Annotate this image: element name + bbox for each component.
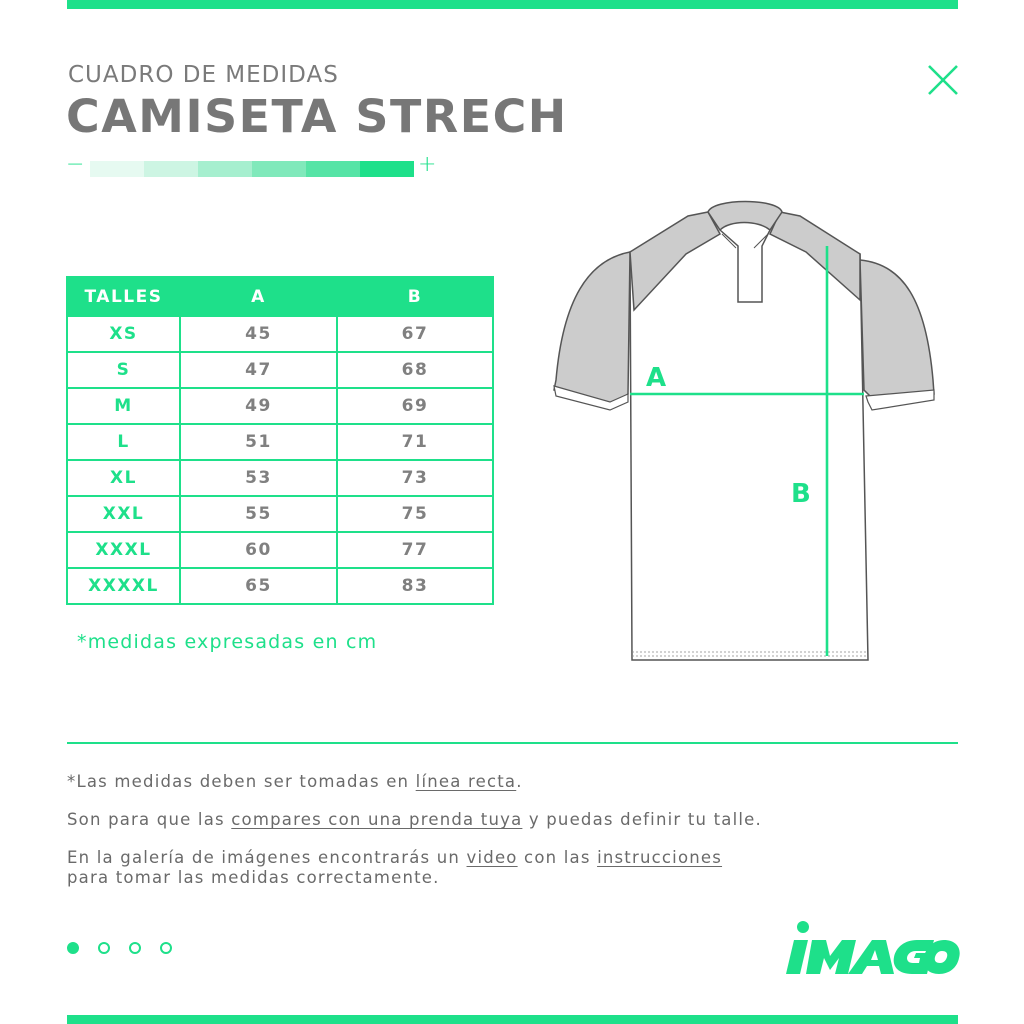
measure-label-a: A <box>646 363 667 393</box>
cell-a: 55 <box>180 496 337 532</box>
header-talles: TALLES <box>67 277 180 316</box>
pager-dot[interactable] <box>98 942 110 954</box>
cell-size: L <box>67 424 180 460</box>
scale-segment <box>306 161 360 177</box>
table-row <box>67 460 493 496</box>
info-line-1: *Las medidas deben ser tomadas en línea recta. <box>67 772 523 791</box>
link-instrucciones[interactable]: instrucciones <box>597 848 723 867</box>
link-linea-recta[interactable]: línea recta <box>415 772 517 791</box>
cell-a: 45 <box>180 316 337 352</box>
scale-segment <box>144 161 198 177</box>
cell-size: XXXL <box>67 532 180 568</box>
cell-b: 68 <box>337 352 493 388</box>
header-b: B <box>337 277 493 316</box>
table-row <box>67 352 493 388</box>
table-row <box>67 424 493 460</box>
scale-segment <box>90 161 144 177</box>
link-compares[interactable]: compares con una prenda tuya <box>231 810 523 829</box>
measure-label-b: B <box>791 479 811 509</box>
table-row <box>67 568 493 604</box>
cell-a: 53 <box>180 460 337 496</box>
pager-dot[interactable] <box>160 942 172 954</box>
cell-b: 69 <box>337 388 493 424</box>
cell-size: S <box>67 352 180 388</box>
cell-b: 67 <box>337 316 493 352</box>
cell-b: 83 <box>337 568 493 604</box>
intensity-scale <box>66 152 446 180</box>
scale-segment <box>252 161 306 177</box>
cell-size: XXXXL <box>67 568 180 604</box>
pager-dot[interactable] <box>67 942 79 954</box>
cell-size: M <box>67 388 180 424</box>
cell-size: XXL <box>67 496 180 532</box>
header-a: A <box>180 277 337 316</box>
close-button[interactable] <box>926 63 960 97</box>
cell-b: 71 <box>337 424 493 460</box>
cell-b: 73 <box>337 460 493 496</box>
table-row <box>67 532 493 568</box>
table-row <box>67 496 493 532</box>
info-line-2: Son para que las compares con una prenda tuya y puedas definir tu talle. <box>67 810 762 829</box>
section-divider <box>67 742 958 744</box>
scale-segment <box>360 161 414 177</box>
cell-a: 51 <box>180 424 337 460</box>
table-row <box>67 316 493 352</box>
cell-a: 65 <box>180 568 337 604</box>
scale-minus: − <box>66 152 85 177</box>
shirt-right-sleeve <box>860 260 934 400</box>
scale-plus: + <box>418 152 437 177</box>
cell-a: 60 <box>180 532 337 568</box>
top-accent-bar <box>67 0 958 9</box>
size-chart-table <box>66 276 494 605</box>
close-icon <box>926 63 960 97</box>
cell-b: 75 <box>337 496 493 532</box>
brand-logo <box>786 920 960 978</box>
table-note: *medidas expresadas en cm <box>77 631 378 653</box>
cell-b: 77 <box>337 532 493 568</box>
shirt-left-sleeve <box>554 252 630 408</box>
scale-segment <box>198 161 252 177</box>
link-video[interactable]: video <box>466 848 518 867</box>
info-line-3: En la galería de imágenes encontrarás un video con las instrucciones para tomar las medidas correctamente. <box>67 848 723 887</box>
cell-a: 49 <box>180 388 337 424</box>
cell-size: XS <box>67 316 180 352</box>
page-subtitle: CUADRO DE MEDIDAS <box>68 62 339 88</box>
cell-size: XL <box>67 460 180 496</box>
table-row <box>67 388 493 424</box>
table-header-row <box>67 277 493 316</box>
pager-dot[interactable] <box>129 942 141 954</box>
page-title: CAMISETA STRECH <box>66 90 568 143</box>
cell-a: 47 <box>180 352 337 388</box>
shirt-diagram <box>548 190 943 670</box>
bottom-accent-bar <box>67 1015 958 1024</box>
